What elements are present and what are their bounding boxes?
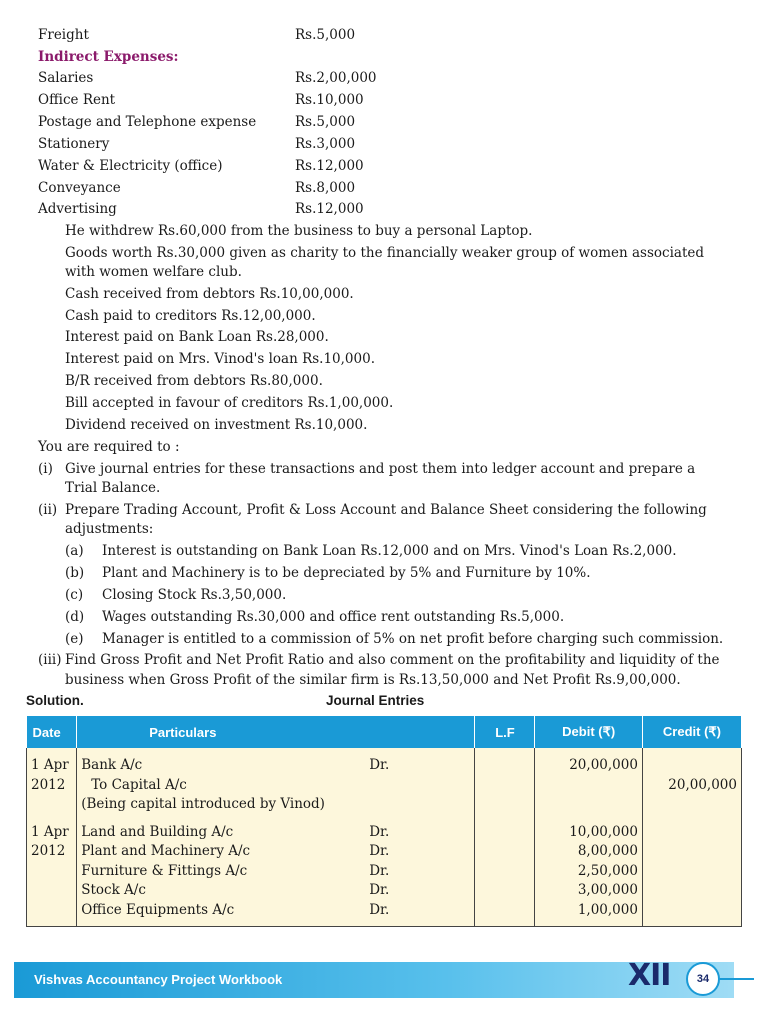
page-number: 34 xyxy=(686,962,720,996)
journal-title: Journal Entries xyxy=(326,693,425,708)
dr-marker: Dr. xyxy=(369,823,390,840)
expense-amount: Rs.5,000 xyxy=(295,114,356,130)
debit-cell xyxy=(535,756,642,815)
expense-amount: Rs.2,00,000 xyxy=(295,70,377,86)
debit-account: Furniture & Fittings A/c xyxy=(81,862,248,879)
date-cell xyxy=(27,823,77,927)
debit-account: Land and Building A/c xyxy=(81,823,234,840)
col-particulars: Particulars xyxy=(77,716,475,748)
dr-marker: Dr. xyxy=(369,862,390,879)
indirect-expenses-heading: Indirect Expenses: xyxy=(38,49,179,65)
adj-text: Plant and Machinery is to be depreciated by 5% and Furniture by 10%. xyxy=(102,565,591,581)
transaction-text: He withdrew Rs.60,000 from the business to buy a personal Laptop. xyxy=(65,223,533,239)
date-year: 2012 xyxy=(31,776,66,793)
credit-amount: 20,00,000 xyxy=(668,776,737,793)
transaction-text: Goods worth Rs.30,000 given as charity to the financially weaker group of women associated xyxy=(65,245,705,261)
expense-label: Water & Electricity (office) xyxy=(38,158,223,174)
debit-amount: 8,00,000 xyxy=(577,843,638,859)
transaction-text: Interest paid on Mrs. Vinod's loan Rs.10,000. xyxy=(65,351,375,367)
expense-amount: Rs.3,000 xyxy=(295,136,356,152)
col-debit: Debit (₹) xyxy=(535,716,642,748)
req-text: Trial Balance. xyxy=(65,480,161,496)
date-cell xyxy=(27,756,77,815)
debit-amount: 2,50,000 xyxy=(577,862,638,879)
transaction-text: Cash paid to creditors Rs.12,00,000. xyxy=(65,308,316,324)
dr-marker: Dr. xyxy=(369,901,390,918)
debit-account: Plant and Machinery A/c xyxy=(81,843,251,859)
expense-freight xyxy=(38,26,89,44)
class-label: XII xyxy=(628,958,671,993)
expense-amount: Rs.8,000 xyxy=(295,180,356,196)
expense-label: Stationery xyxy=(38,136,110,152)
debit-amount: 20,00,000 xyxy=(569,757,638,773)
date-day: 1 Apr xyxy=(31,823,69,840)
col-date: Date xyxy=(27,716,77,748)
dr-marker: Dr. xyxy=(369,757,390,773)
narration: (Being capital introduced by Vinod) xyxy=(81,796,325,812)
debit-cell xyxy=(535,823,642,927)
footer-title: Vishvas Accountancy Project Workbook xyxy=(34,972,283,987)
expense-amount: Rs.12,000 xyxy=(295,201,364,217)
table-row xyxy=(27,756,742,815)
expense-amount: Rs.12,000 xyxy=(295,158,364,174)
adj-number: (d) xyxy=(65,609,85,625)
adj-number: (a) xyxy=(65,543,84,559)
debit-amount: 1,00,000 xyxy=(577,901,638,918)
table-header-row xyxy=(27,716,742,748)
expense-amount: Rs.5,000 xyxy=(295,27,356,43)
req-text: business when Gross Profit of the similar firm is Rs.13,50,000 and Net Profit Rs.9,00,000. xyxy=(65,672,681,688)
debit-amount: 10,00,000 xyxy=(569,823,638,840)
adj-number: (c) xyxy=(65,587,84,603)
journal-table xyxy=(26,716,742,927)
transaction-text: Bill accepted in favour of creditors Rs.1,00,000. xyxy=(65,395,394,411)
credit-account: To Capital A/c xyxy=(91,776,187,793)
page-footer xyxy=(14,958,754,998)
transaction-text: Interest paid on Bank Loan Rs.28,000. xyxy=(65,329,329,345)
req-text: Give journal entries for these transactions and post them into ledger account and prepare a xyxy=(65,461,696,477)
transaction-text: Cash received from debtors Rs.10,00,000. xyxy=(65,286,354,302)
expense-label: Postage and Telephone expense xyxy=(38,114,257,130)
credit-cell xyxy=(642,756,741,815)
solution-label: Solution. xyxy=(26,693,84,708)
col-lf: L.F xyxy=(475,716,535,748)
required-intro: You are required to : xyxy=(38,439,180,455)
req-number: (i) xyxy=(38,461,53,477)
adj-text: Wages outstanding Rs.30,000 and office rent outstanding Rs.5,000. xyxy=(102,609,565,625)
adj-number: (e) xyxy=(65,631,84,647)
transaction-text: B/R received from debtors Rs.80,000. xyxy=(65,373,323,389)
expense-label: Office Rent xyxy=(38,92,116,108)
transaction-text: Dividend received on investment Rs.10,000. xyxy=(65,417,368,433)
debit-account: Stock A/c xyxy=(81,882,146,898)
debit-account: Office Equipments A/c xyxy=(81,901,235,918)
expense-label: Freight xyxy=(38,27,89,43)
particulars-cell xyxy=(77,756,475,815)
adj-text: Manager is entitled to a commission of 5% on net profit before charging such commission. xyxy=(102,631,724,647)
adj-number: (b) xyxy=(65,565,85,581)
footer-rule xyxy=(714,978,754,980)
expense-label: Salaries xyxy=(38,70,94,86)
adj-text: Interest is outstanding on Bank Loan Rs.12,000 and on Mrs. Vinod's Loan Rs.2,000. xyxy=(102,543,677,559)
credit-cell xyxy=(642,823,741,927)
expense-label: Conveyance xyxy=(38,180,121,196)
expense-label: Advertising xyxy=(38,201,117,217)
dr-marker: Dr. xyxy=(369,882,390,898)
table-row xyxy=(27,823,742,927)
req-text: Find Gross Profit and Net Profit Ratio and also comment on the profitability and liquidity of the xyxy=(65,652,720,668)
date-day: 1 Apr xyxy=(31,757,69,773)
debit-account: Bank A/c xyxy=(81,757,143,773)
lf-cell xyxy=(475,756,535,815)
particulars-cell xyxy=(77,823,475,927)
adj-text: Closing Stock Rs.3,50,000. xyxy=(102,587,287,603)
req-text: Prepare Trading Account, Profit & Loss Account and Balance Sheet considering the following xyxy=(65,502,707,518)
col-credit: Credit (₹) xyxy=(642,716,741,748)
transaction-text: with women welfare club. xyxy=(65,264,242,280)
dr-marker: Dr. xyxy=(369,843,390,859)
req-text: adjustments: xyxy=(65,521,154,537)
date-year: 2012 xyxy=(31,843,66,859)
debit-amount: 3,00,000 xyxy=(577,882,638,898)
req-number: (iii) xyxy=(38,652,62,668)
req-number: (ii) xyxy=(38,502,58,518)
expense-amount: Rs.10,000 xyxy=(295,92,364,108)
lf-cell xyxy=(475,823,535,927)
